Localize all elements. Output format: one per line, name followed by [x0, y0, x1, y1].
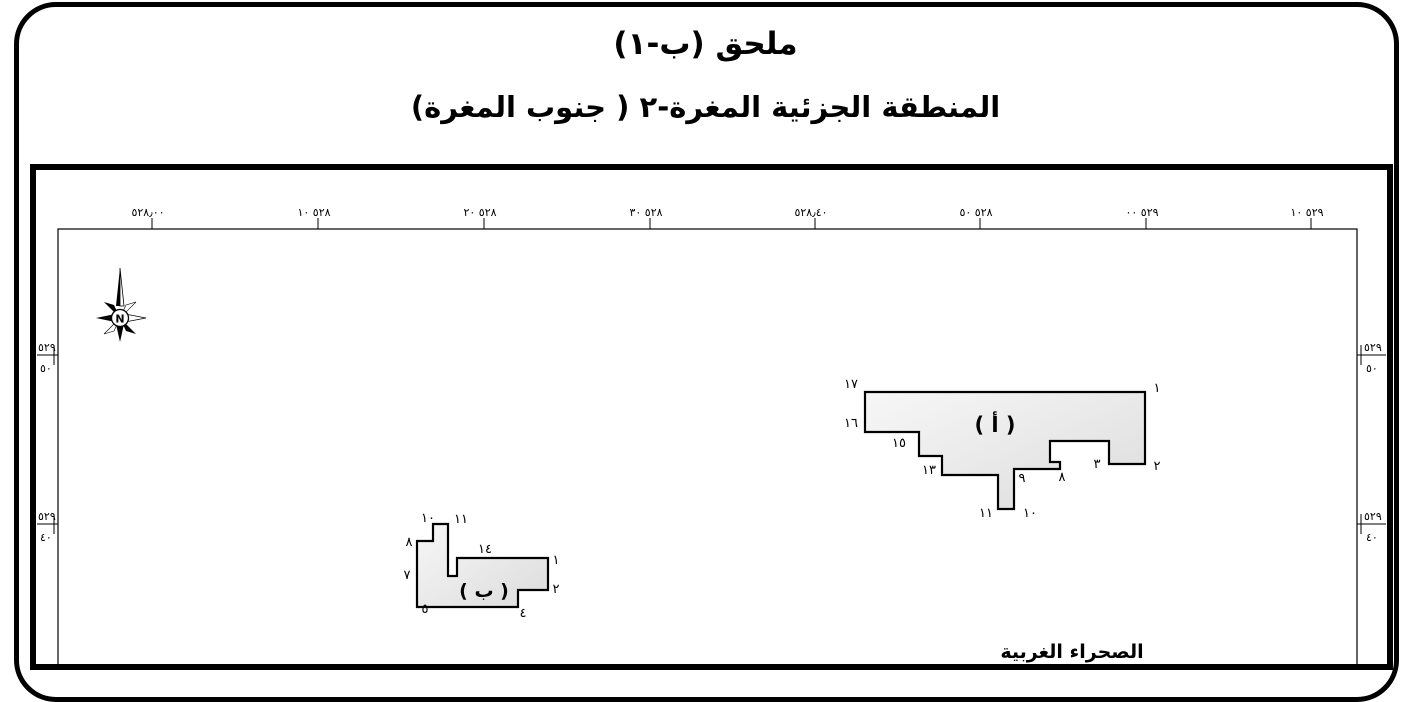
lon-label: ٥٢٨٫٠٠ [131, 206, 165, 219]
vertex-label: ٩ [1018, 471, 1026, 486]
lat-label-min: ٤٠ [40, 531, 52, 544]
vertex-label: ١ [1153, 381, 1161, 396]
latitude-ticks-right [1357, 341, 1386, 544]
longitude-labels [131, 206, 1323, 219]
vertex-label: ١٤ [478, 542, 492, 557]
vertex-label: ١٧ [844, 377, 858, 392]
map-frame [33, 167, 1390, 667]
vertex-label: ١١ [454, 512, 468, 527]
vertex-label: ٧ [403, 568, 411, 583]
neatline [58, 229, 1357, 669]
vertex-label: ١١ [979, 506, 993, 521]
lon-label: ٥٢٨ ٥٠ [959, 206, 993, 219]
vertex-label: ١٥ [892, 436, 906, 451]
lon-label: ٥٢٩ ١٠ [1290, 206, 1324, 219]
vertex-label: ٢ [552, 582, 560, 597]
region-label: الصحراء الغربية [1000, 641, 1144, 663]
lat-label-deg: ٥٢٩ [38, 341, 56, 354]
vertex-label: ٤ [519, 606, 527, 621]
north-arrow-icon [96, 268, 146, 342]
lat-label-deg: ٥٢٩ [1364, 341, 1382, 354]
area-a-polygon [865, 392, 1145, 509]
vertex-label: ٣ [1093, 457, 1101, 472]
appendix-title: ملحق (ب-١) [613, 26, 798, 62]
area-b-label: ( ب ) [459, 580, 509, 602]
latitude-ticks-left [37, 341, 58, 544]
lat-label-deg: ٥٢٩ [38, 510, 56, 523]
lon-label: ٥٢٨ ٢٠ [463, 206, 497, 219]
area-a-label: ( أ ) [974, 413, 1016, 437]
north-letter: N [115, 312, 125, 326]
vertex-label: ٢ [1153, 459, 1161, 474]
lat-label-min: ٤٠ [1366, 531, 1378, 544]
lon-label: ٥٢٩ ٠٠ [1125, 206, 1159, 219]
lat-label-min: ٥٠ [1366, 362, 1378, 375]
longitude-ticks [152, 218, 1311, 229]
vertex-label: ١٠ [1023, 506, 1037, 521]
vertex-label: ٥ [421, 602, 429, 617]
vertex-label: ٨ [1058, 470, 1066, 485]
lat-label-min: ٥٠ [40, 362, 52, 375]
vertex-label: ١٠ [421, 511, 435, 526]
lon-label: ٥٢٨ ١٠ [297, 206, 331, 219]
vertex-label: ١ [552, 553, 560, 568]
area-title: المنطقة الجزئية المغرة-٢ ( جنوب المغرة) [410, 90, 1001, 124]
vertex-label: ٨ [405, 535, 413, 550]
lat-label-deg: ٥٢٩ [1364, 510, 1382, 523]
vertex-label: ١٣ [922, 463, 936, 478]
lon-label: ٥٢٨ ٣٠ [629, 206, 663, 219]
vertex-label: ١٦ [844, 416, 858, 431]
lon-label: ٥٢٨٫٤٠ [794, 206, 828, 219]
